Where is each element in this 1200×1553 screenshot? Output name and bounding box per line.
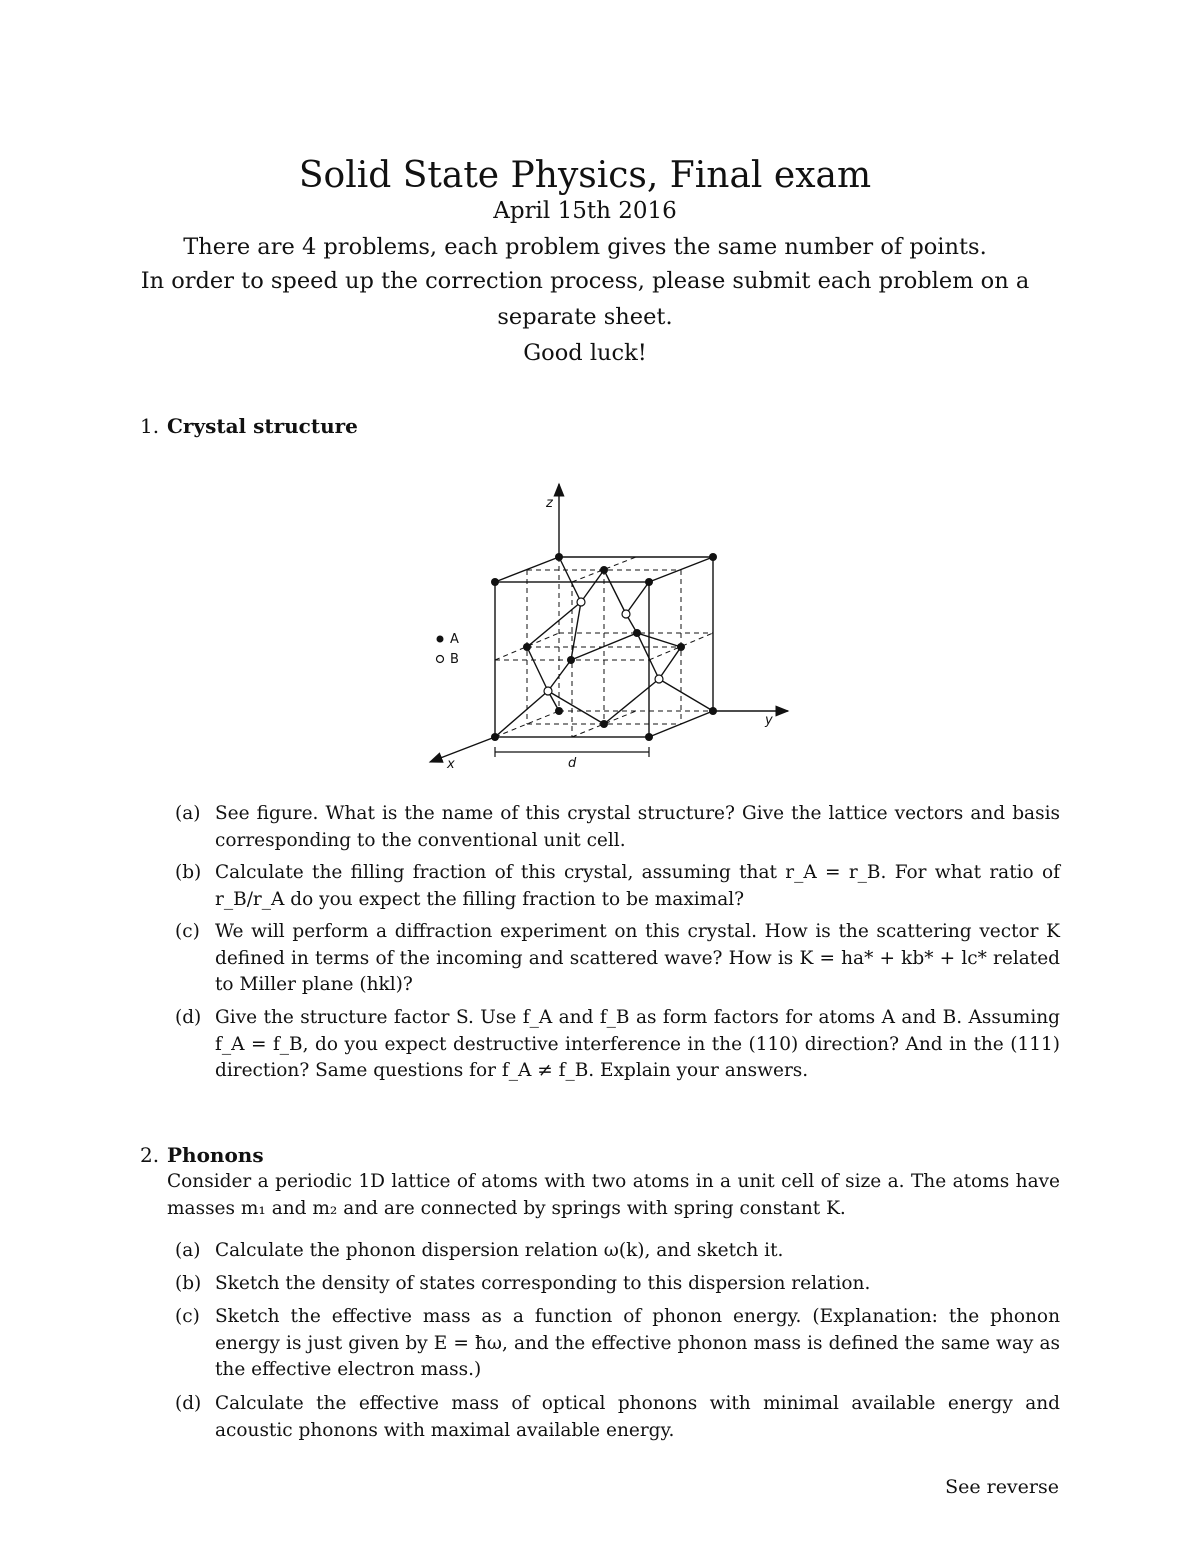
part-label: (c)	[175, 921, 200, 942]
legend-a-marker	[437, 636, 444, 643]
intro-line: Good luck!	[523, 340, 647, 366]
part-text: Give the structure factor S. Use f_A and f_B as form factors for atoms A and B. Assuming f_A = f_B, do you expect destructive interference in the (110) direction? And in the (111) direction? Same questions for f_A ≠ f_B. Explain your answers.	[215, 1007, 1060, 1081]
intro-line: There are 4 problems, each problem gives the same number of points.	[183, 234, 987, 260]
part-label: (b)	[175, 1273, 202, 1294]
legend-a-label: A	[450, 632, 459, 647]
part-label: (d)	[175, 1007, 202, 1028]
part-label: (d)	[175, 1393, 202, 1414]
part-text: Calculate the phonon dispersion relation ω(k), and sketch it.	[215, 1240, 784, 1261]
part-text: Calculate the filling fraction of this crystal, assuming that r_A = r_B. For what ratio of r_B/r_A do you expect the filling fraction to be maximal?	[215, 862, 1060, 910]
problem-2-heading	[140, 1143, 264, 1167]
exam-date: April 15th 2016	[493, 198, 677, 224]
y-axis-label: y	[765, 713, 773, 728]
d-label: d	[568, 756, 577, 771]
page-title: Solid State Physics, Final exam	[298, 155, 872, 196]
see-reverse-note: See reverse	[945, 1476, 1059, 1498]
intro-line: In order to speed up the correction process, please submit each problem on a	[140, 268, 1030, 294]
x-axis	[430, 737, 495, 762]
crystal-structure-figure	[420, 470, 800, 780]
part-label: (b)	[175, 862, 202, 883]
problem-number: 2.	[140, 1143, 160, 1167]
problem-2-intro: Consider a periodic 1D lattice of atoms with two atoms in a unit cell of size a. The atoms have masses m₁ and m₂ and are connected by springs with spring constant K.	[167, 1171, 1060, 1219]
problem-1-heading	[140, 414, 358, 438]
part-text: Sketch the effective mass as a function of phonon energy. (Explanation: the phonon energy is just given by E = ħω, and the effective phonon mass is defined the same way as the effective electron mass.)	[215, 1306, 1060, 1380]
problem-title: Phonons	[167, 1143, 264, 1167]
part-label: (a)	[175, 1240, 201, 1261]
part-label: (a)	[175, 803, 201, 824]
part-text: We will perform a diffraction experiment on this crystal. How is the scattering vector K defined in terms of the incoming and scattered wave? How is K = ha* + kb* + lc* related to Miller plane (hkl)?	[215, 921, 1060, 995]
problem-title: Crystal structure	[167, 414, 358, 438]
legend-b-marker	[437, 656, 444, 663]
x-axis-label: x	[447, 757, 455, 772]
part-text: See figure. What is the name of this crystal structure? Give the lattice vectors and basis corresponding to the conventional unit cell.	[215, 803, 1060, 851]
intro-line: separate sheet.	[497, 304, 673, 330]
part-label: (c)	[175, 1306, 200, 1327]
legend-b-label: B	[450, 652, 459, 667]
part-text: Sketch the density of states corresponding to this dispersion relation.	[215, 1273, 871, 1294]
z-axis-label: z	[546, 496, 553, 511]
problem-number: 1.	[140, 414, 160, 438]
part-text: Calculate the effective mass of optical phonons with minimal available energy and acoustic phonons with maximal available energy.	[215, 1393, 1060, 1441]
